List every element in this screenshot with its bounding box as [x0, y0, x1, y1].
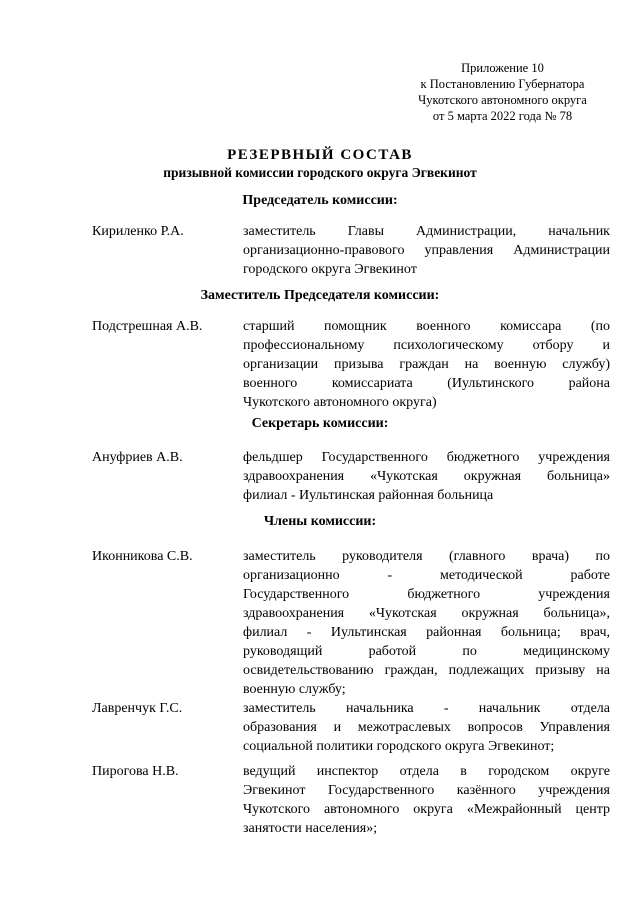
desc-line: филиал - Иультинская районная больница; врач,	[243, 625, 610, 640]
annex-line-4: от 5 марта 2022 года № 78	[432, 109, 573, 123]
desc-line: организационно-правового управления Администрации	[243, 243, 610, 258]
desc-line: филиал - Иультинская районная больница	[243, 488, 494, 503]
member-name: Лавренчук Г.С.	[92, 701, 183, 716]
desc-line: военную службу;	[243, 682, 346, 697]
desc-line: фельдшер Государственного бюджетного учреждения	[243, 450, 610, 465]
secretary-description	[243, 448, 610, 505]
desc-line: руководящий работой по медицинскому	[243, 644, 610, 659]
desc-line: Чукотского автономного округа «Межрайонный центр	[243, 802, 610, 817]
annex-line-2: к Постановлению Губернатора	[420, 77, 585, 91]
desc-line: Государственного бюджетного учреждения	[243, 587, 610, 602]
member-description	[243, 762, 610, 838]
desc-line: профессиональному психологическому отбору и	[243, 338, 610, 353]
annex-line-1: Приложение 10	[461, 61, 544, 75]
chair-name: Кириленко Р.А.	[92, 224, 184, 239]
desc-line: организационно - методической работе	[243, 568, 610, 583]
desc-line: социальной политики городского округа Эгвекинот;	[243, 739, 555, 754]
desc-line: Эгвекинот Государственного казённого учреждения	[243, 783, 610, 798]
member-name: Пирогова Н.В.	[92, 764, 179, 779]
desc-line: организации призыва граждан на военную службу)	[243, 357, 610, 372]
deputy-name: Подстрешная А.В.	[92, 319, 203, 334]
desc-line: освидетельствованию граждан, подлежащих призыву на	[243, 663, 610, 678]
member-description	[243, 699, 610, 756]
members-heading: Члены комиссии:	[263, 514, 377, 529]
annex-block	[380, 60, 625, 124]
desc-line: старший помощник военного комиссара (по	[243, 319, 610, 334]
member-description	[243, 547, 610, 699]
deputy-heading: Заместитель Председателя комиссии:	[200, 288, 440, 303]
chair-heading: Председатель комиссии:	[242, 193, 398, 208]
chair-description	[243, 222, 610, 279]
desc-line: военного комиссариата (Иультинского района	[243, 376, 610, 391]
desc-line: здравоохранения «Чукотская окружная больница»,	[243, 606, 610, 621]
document-title: РЕЗЕРВНЫЙ СОСТАВ	[227, 147, 413, 163]
annex-line-3: Чукотского автономного округа	[418, 93, 587, 107]
desc-line: ведущий инспектор отдела в городском округе	[243, 764, 610, 779]
desc-line: Чукотского автономного округа)	[243, 395, 437, 410]
desc-line: заместитель руководителя (главного врача) по	[243, 549, 610, 564]
desc-line: здравоохранения «Чукотская окружная больница»	[243, 469, 610, 484]
member-name: Иконникова С.В.	[92, 549, 193, 564]
desc-line: городского округа Эгвекинот	[243, 262, 417, 277]
desc-line: образования и межотраслевых вопросов Управления	[243, 720, 610, 735]
secretary-name: Ануфриев А.В.	[92, 450, 183, 465]
desc-line: заместитель начальника - начальник отдела	[243, 701, 610, 716]
deputy-description	[243, 317, 610, 412]
secretary-heading: Секретарь комиссии:	[251, 416, 389, 431]
desc-line: занятости населения»;	[243, 821, 378, 836]
document-subtitle: призывной комиссии городского округа Эгвекинот	[163, 165, 477, 180]
desc-line: заместитель Главы Администрации, начальник	[243, 224, 610, 239]
